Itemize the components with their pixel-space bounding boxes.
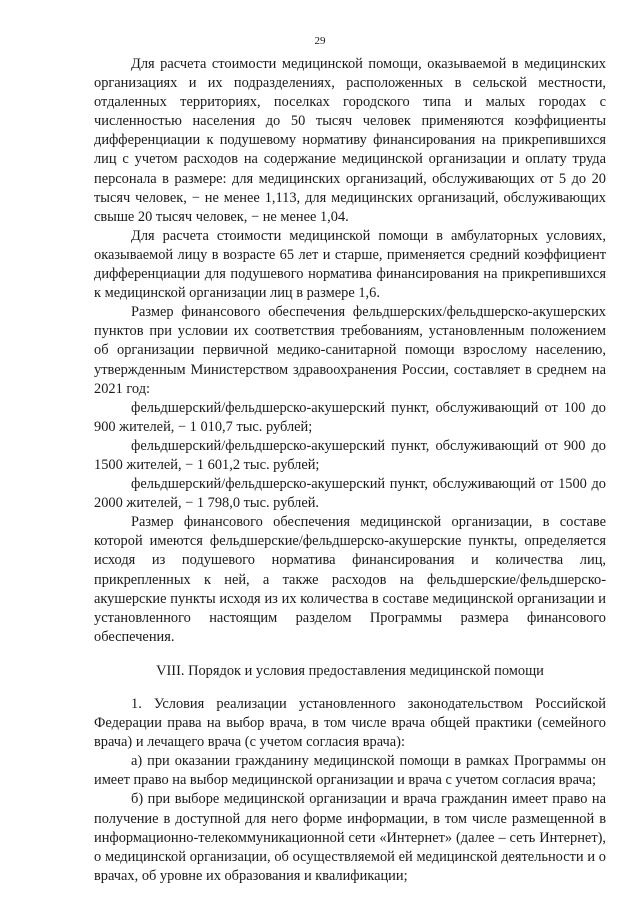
paragraph-item-b: б) при выборе медицинской организации и врача гражданин имеет право на получение в доступной для него форме информации, в том числе размещенной в информационно-телекоммуникационной сети «Интернет» (далее – сеть Интернет), о медицинской организации, об осуществляемой ей медицинской деятельности и о врачах, об уровне их образования и квалификации;	[94, 791, 606, 884]
document-body	[94, 55, 606, 886]
paragraph-fap-900-1500: фельдшерский/фельдшерско-акушерский пункт, обслуживающий от 900 до 1500 жителей, − 1 601,2 тыс. рублей;	[94, 437, 606, 473]
paragraph-organization-funding: Размер финансового обеспечения медицинской организации, в составе которой имеются фельдшерские/фельдшерско-акушерские пункты, определяется исходя из подушевого норматива финансирования и количества лиц, прикрепленных к ней, а также расходов на фельдшерские/фельдшерско-акушерские пункты исходя из их количества в составе медицинской организации и установленного настоящим разделом Программы размера финансового обеспечения.	[94, 514, 606, 645]
paragraph-item-a: а) при оказании гражданину медицинской помощи в рамках Программы он имеет право на выбор медицинской организации и врача с учетом согласия врача;	[94, 753, 606, 789]
section-heading: VIII. Порядок и условия предоставления медицинской помощи	[156, 662, 544, 679]
page-number: 29	[314, 35, 326, 47]
paragraph-fap-100-900: фельдшерский/фельдшерско-акушерский пункт, обслуживающий от 100 до 900 жителей, − 1 010,7 тыс. рублей;	[94, 399, 606, 435]
paragraph-elderly-coefficient: Для расчета стоимости медицинской помощи в амбулаторных условиях, оказываемой лицу в возрасте 65 лет и старше, применяется средний коэффициент дифференциации для подушевого норматива финансирования на прикрепившихся к медицинской организации лиц в размере 1,6.	[94, 227, 606, 302]
paragraph-doctor-choice: 1. Условия реализации установленного законодательством Российской Федерации права на выбор врача, в том числе врача общей практики (семейного врача) и лечащего врача (с учетом согласия врача):	[94, 696, 606, 751]
paragraph-fap-1500-2000: фельдшерский/фельдшерско-акушерский пункт, обслуживающий от 1500 до 2000 жителей, − 1 798,0 тыс. рублей.	[94, 476, 606, 512]
paragraph-fap-funding: Размер финансового обеспечения фельдшерских/фельдшерско-акушерских пунктов при условии их соответствия требованиям, установленным положением об организации первичной медико-санитарной помощи взрослому населению, утвержденным Министерством здравоохранения России, составляет в среднем на 2021 год:	[94, 304, 606, 397]
paragraph-rural-coefficients: Для расчета стоимости медицинской помощи, оказываемой в медицинских организациях и их подразделениях, расположенных в сельской местности, отдаленных территориях, поселках городского типа и малых городах с численностью населения до 50 тысяч человек применяются коэффициенты дифференциации к подушевому нормативу финансирования на прикрепившихся лиц с учетом расходов на содержание медицинской организации и оплату труда персонала в размере: для медицинских организаций, обслуживающих от 5 до 20 тысяч человек, − не менее 1,113, для медицинских организаций, обслуживающих свыше 20 тысяч человек, − не менее 1,04.	[94, 56, 606, 225]
